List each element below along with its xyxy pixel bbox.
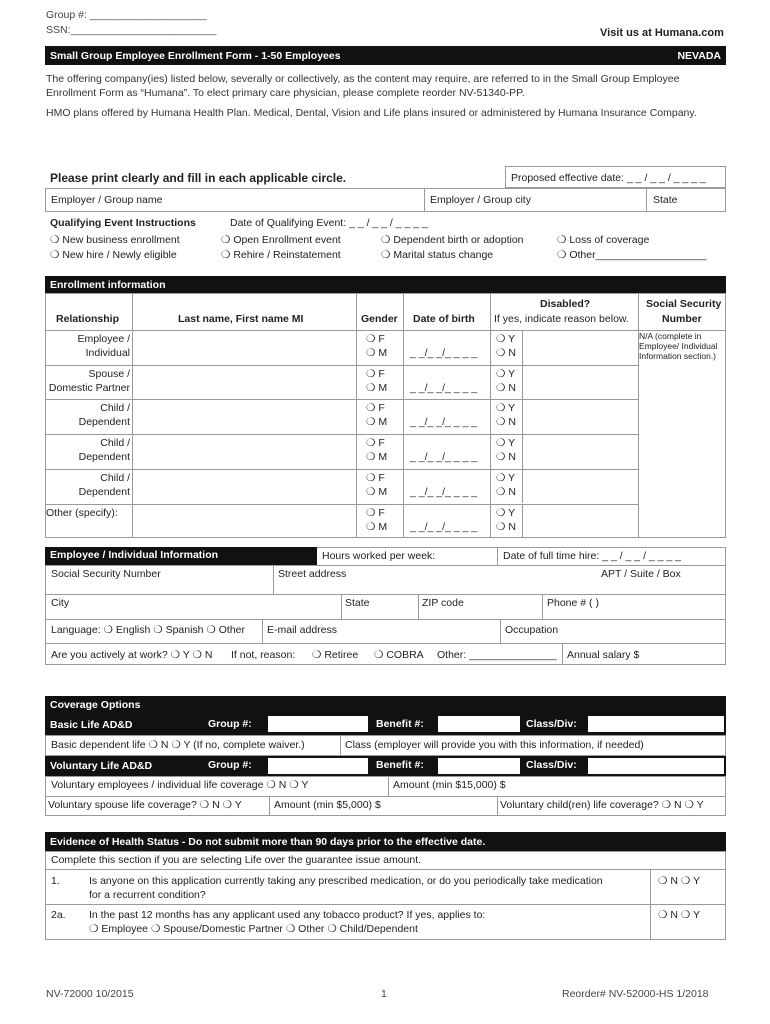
footer-reorder: Reorder# NV-52000-HS 1/2018 xyxy=(562,988,709,1000)
col-dob: Date of birth xyxy=(413,313,475,325)
gender-female[interactable]: ❍ F xyxy=(366,367,385,380)
col-name: Last name, First name MI xyxy=(178,313,304,325)
row-relationship-2: Dependent xyxy=(78,416,130,429)
row-relationship-1: Child / xyxy=(100,471,130,484)
form-title: Small Group Employee Enrollment Form - 1-50 Employees xyxy=(50,49,341,62)
q2-number: 2a. xyxy=(51,909,66,921)
q1-text-a: Is anyone on this application currently taking any prescribed medication, or do you periodically take medication xyxy=(89,875,603,887)
vol-group-input[interactable] xyxy=(268,758,368,774)
col-relationship: Relationship xyxy=(56,313,120,325)
city-field[interactable]: City xyxy=(51,597,70,609)
disabled-no[interactable]: ❍ N xyxy=(496,485,516,498)
qualifying-date[interactable]: Date of Qualifying Event: _ _ / _ _ / _ _ _ _ xyxy=(230,217,428,229)
enrollment-bar xyxy=(45,276,726,293)
disabled-yes[interactable]: ❍ Y xyxy=(496,367,516,380)
qualifying-title: Qualifying Event Instructions xyxy=(50,217,196,229)
gender-male[interactable]: ❍ M xyxy=(366,347,388,359)
print-instruction: Please print clearly and fill in each applicable circle. xyxy=(50,171,347,185)
basic-class-label: Class/Div: xyxy=(526,718,577,730)
gender-male[interactable]: ❍ M xyxy=(366,485,388,498)
gender-male[interactable]: ❍ M xyxy=(366,451,388,464)
ssn-field[interactable]: SSN:_________________________ xyxy=(46,24,217,36)
employee-info-title: Employee / Individual Information xyxy=(50,549,219,561)
basic-dep-life[interactable]: Basic dependent life ❍ N ❍ Y (If no, complete waiver.) xyxy=(51,739,305,751)
dob-field[interactable]: _ _/_ _/_ _ _ _ xyxy=(410,381,478,394)
qe-new-business[interactable]: ❍ New business enrollment xyxy=(50,234,180,246)
q1-text-b: for a recurrent condition? xyxy=(89,889,206,901)
enrollment-title: Enrollment information xyxy=(50,278,166,291)
intro-line-3: HMO plans offered by Humana Health Plan. Medical, Dental, Vision and Life plans insured or administered by Humana Insurance Company. xyxy=(46,107,697,119)
footer-page-number: 1 xyxy=(381,988,387,1000)
state-field[interactable]: State xyxy=(345,597,370,609)
employer-state-field[interactable]: State xyxy=(653,194,678,206)
footer-form-id: NV-72000 10/2015 xyxy=(46,988,134,1000)
col-ssn: Social Security xyxy=(646,298,722,310)
gender-male[interactable]: ❍ M xyxy=(366,381,388,394)
at-work-options[interactable]: Are you actively at work? ❍ Y ❍ N xyxy=(51,649,213,661)
zip-field[interactable]: ZIP code xyxy=(422,597,464,609)
coverage-title: Coverage Options xyxy=(50,699,141,711)
vol-life-label: Voluntary Life AD&D xyxy=(50,760,153,772)
retiree-option[interactable]: ❍ Retiree xyxy=(312,649,359,661)
gender-male[interactable]: ❍ M xyxy=(366,416,388,429)
salary-field[interactable]: Annual salary $ xyxy=(567,649,640,661)
dob-field[interactable]: _ _/_ _/_ _ _ _ xyxy=(410,451,478,464)
q1-number: 1. xyxy=(51,875,60,887)
row-relationship-other[interactable]: Other (specify): xyxy=(46,506,118,519)
basic-benefit-input[interactable] xyxy=(438,716,520,732)
vol-amount-15[interactable]: Amount (min $15,000) $ xyxy=(393,779,506,791)
vol-spouse-coverage[interactable]: Voluntary spouse life coverage? ❍ N ❍ Y xyxy=(48,799,242,811)
na-note-1: N/A (complete in xyxy=(639,331,702,341)
group-number-field[interactable]: Group #: ____________________ xyxy=(46,9,207,21)
col-disabled: Disabled? xyxy=(540,298,591,310)
occupation-field[interactable]: Occupation xyxy=(505,624,559,636)
col-ssn-2: Number xyxy=(662,313,702,325)
basic-life-label: Basic Life AD&D xyxy=(50,718,133,731)
na-note-3: Information section.) xyxy=(639,351,717,361)
vol-class-label: Class/Div: xyxy=(526,759,577,771)
vol-emp-coverage[interactable]: Voluntary employees / individual life coverage ❍ N ❍ Y xyxy=(51,779,309,791)
basic-group-label: Group #: xyxy=(208,718,252,730)
disabled-yes[interactable]: ❍ Y xyxy=(496,437,516,450)
qe-marital[interactable]: ❍ Marital status change xyxy=(381,249,494,261)
gender-female[interactable]: ❍ F xyxy=(366,402,385,415)
gender-female[interactable]: ❍ F xyxy=(366,471,385,484)
vol-class-input[interactable] xyxy=(588,758,724,774)
vol-amount-5[interactable]: Amount (min $5,000) $ xyxy=(274,799,381,811)
other-reason-field[interactable]: Other: _______________ xyxy=(437,649,557,661)
row-relationship-1: Child / xyxy=(100,437,130,450)
ssn-number-field[interactable]: Social Security Number xyxy=(51,568,161,580)
class-note: Class (employer will provide you with this information, if needed) xyxy=(345,739,644,751)
basic-class-input[interactable] xyxy=(588,716,724,732)
q2-options[interactable]: ❍ Employee ❍ Spouse/Domestic Partner ❍ Other ❍ Child/Dependent xyxy=(89,923,418,935)
row-relationship-2: Individual xyxy=(85,347,130,359)
na-note-2: Employee/ Individual xyxy=(639,341,718,351)
q1-answer[interactable]: ❍ N ❍ Y xyxy=(658,875,700,887)
apt-field[interactable]: APT / Suite / Box xyxy=(601,568,681,580)
hire-date-field[interactable]: Date of full time hire: _ _ / _ _ / _ _ _ _ xyxy=(503,550,682,562)
hours-field[interactable]: Hours worked per week: xyxy=(322,550,436,562)
dob-field[interactable]: _ _/_ _/_ _ _ _ xyxy=(410,520,478,533)
disabled-yes[interactable]: ❍ Y xyxy=(496,471,516,484)
row-relationship-2: Dependent xyxy=(78,485,130,498)
basic-benefit-label: Benefit #: xyxy=(376,718,424,730)
q2-text-a: In the past 12 months has any applicant used any tobacco product? If yes, applies to: xyxy=(89,909,486,921)
q2-answer[interactable]: ❍ N ❍ Y xyxy=(658,909,700,921)
disabled-yes[interactable]: ❍ Y xyxy=(496,402,516,415)
language-options[interactable]: Language: ❍ English ❍ Spanish ❍ Other xyxy=(51,624,246,636)
eoh-title: Evidence of Health Status - Do not submit more than 90 days prior to the effective date. xyxy=(50,835,486,848)
row-relationship-2: Domestic Partner xyxy=(48,381,130,394)
email-field[interactable]: E-mail address xyxy=(267,624,338,636)
row-relationship-1: Child / xyxy=(100,402,130,415)
qe-new-hire[interactable]: ❍ New hire / Newly eligible xyxy=(50,249,177,261)
if-not-label: If not, reason: xyxy=(231,649,296,661)
disabled-yes[interactable]: ❍ Y xyxy=(496,333,516,345)
eoh-intro: Complete this section if you are selecting Life over the guarantee issue amount. xyxy=(51,854,422,866)
disabled-no[interactable]: ❍ N xyxy=(496,520,516,533)
vol-benefit-input[interactable] xyxy=(438,758,520,774)
gender-male[interactable]: ❍ M xyxy=(366,520,388,533)
gender-female[interactable]: ❍ F xyxy=(366,437,385,450)
street-field[interactable]: Street address xyxy=(278,568,347,580)
employer-city-field[interactable]: Employer / Group city xyxy=(430,194,531,206)
col-disabled-sub: If yes, indicate reason below. xyxy=(494,313,629,325)
row-relationship-1: Employee / xyxy=(77,333,130,345)
row-relationship-1: Spouse / xyxy=(88,367,130,380)
qe-dependent-birth[interactable]: ❍ Dependent birth or adoption xyxy=(381,234,524,246)
gender-female[interactable]: ❍ F xyxy=(366,506,385,519)
row-relationship-2: Dependent xyxy=(78,451,130,464)
qe-loss-coverage[interactable]: ❍ Loss of coverage xyxy=(557,234,650,246)
employee-info-bar xyxy=(45,547,317,565)
coverage-bar xyxy=(45,696,726,714)
phone-field[interactable]: Phone # ( ) xyxy=(547,597,599,609)
disabled-no[interactable]: ❍ N xyxy=(496,347,516,359)
disabled-no[interactable]: ❍ N xyxy=(496,416,516,429)
dob-field[interactable]: _ _/_ _/_ _ _ _ xyxy=(410,416,478,429)
vol-benefit-label: Benefit #: xyxy=(376,759,424,771)
qe-other[interactable]: ❍ Other___________________ xyxy=(557,249,707,261)
disabled-no[interactable]: ❍ N xyxy=(496,381,516,394)
disabled-yes[interactable]: ❍ Y xyxy=(496,506,516,519)
intro-line-2: Enrollment Form as “Humana”. To elect primary care physician, please complete reorder NV-51340-PP. xyxy=(46,87,525,99)
qe-open-enrollment[interactable]: ❍ Open Enrollment event xyxy=(221,234,341,246)
vol-group-label: Group #: xyxy=(208,759,252,771)
state-title: NEVADA xyxy=(677,49,721,62)
effective-date-label: Proposed effective date: _ _ / _ _ / _ _ _ _ xyxy=(511,172,706,184)
form-title-bar xyxy=(45,46,726,65)
gender-female[interactable]: ❍ F xyxy=(366,333,385,345)
col-gender: Gender xyxy=(361,313,398,325)
employer-name-field[interactable]: Employer / Group name xyxy=(51,194,163,206)
disabled-no[interactable]: ❍ N xyxy=(496,451,516,464)
intro-line-1: The offering company(ies) listed below, severally or collectively, as the content may require, are referred to in the Small Group Employee xyxy=(46,73,680,85)
dob-field[interactable]: _ _/_ _/_ _ _ _ xyxy=(410,485,478,498)
vol-child-coverage[interactable]: Voluntary child(ren) life coverage? ❍ N ❍ Y xyxy=(500,799,704,811)
basic-group-input[interactable] xyxy=(268,716,368,732)
dob-field[interactable]: _ _/_ _/_ _ _ _ xyxy=(410,347,478,359)
visit-link[interactable]: Visit us at Humana.com xyxy=(600,27,724,39)
qe-rehire[interactable]: ❍ Rehire / Reinstatement xyxy=(221,249,341,261)
eoh-bar xyxy=(45,832,726,851)
cobra-option[interactable]: ❍ COBRA xyxy=(374,649,424,661)
